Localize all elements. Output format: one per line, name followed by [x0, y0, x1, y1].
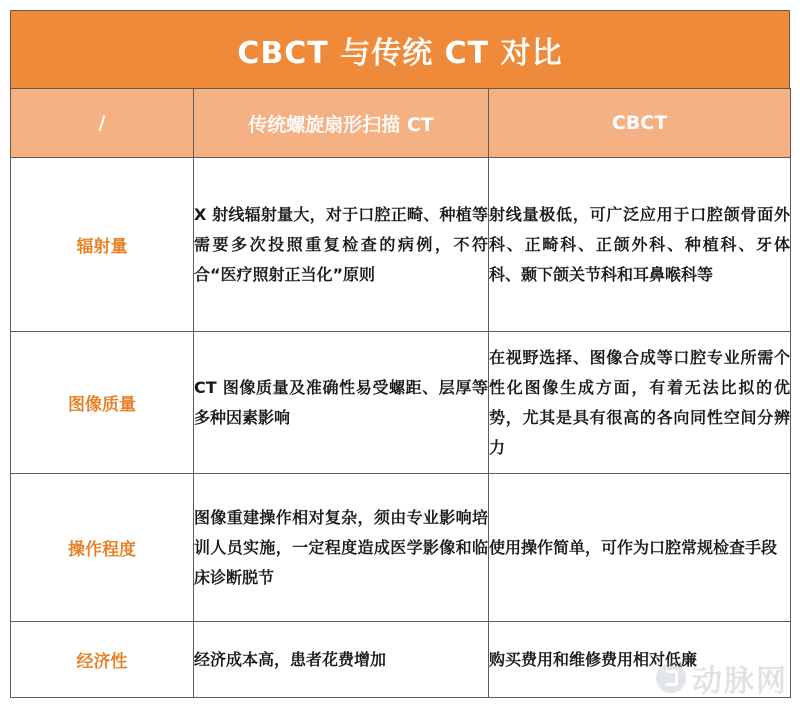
cell-ct-economy: 经济成本高，患者花费增加 — [194, 622, 489, 698]
cell-cbct-economy: 购买费用和维修费用相对低廉 — [489, 622, 791, 698]
cell-cbct-image-quality: 在视野选择、图像合成等口腔专业所需个性化图像生成方面，有着无法比拟的优势，尤其是具有很高的各向同性空间分辨力 — [489, 332, 791, 474]
cell-ct-radiation: X 射线辐射量大，对于口腔正畸、种植等需要多次投照重复检查的病例，不符合“医疗照射正当化”原则 — [194, 158, 489, 332]
table-row-image-quality — [11, 332, 791, 474]
cell-cbct-operation: 使用操作简单，可作为口腔常规检查手段 — [489, 474, 791, 622]
header-cell-traditional-ct: 传统螺旋扇形扫描 CT — [194, 89, 489, 158]
watermark-text: 动脉网 — [692, 664, 788, 699]
comparison-table — [10, 88, 791, 698]
comparison-page — [10, 10, 790, 694]
table-row-radiation — [11, 158, 791, 332]
row-label-radiation: 辐射量 — [11, 158, 194, 332]
watermark — [656, 656, 788, 700]
table-row-operation — [11, 474, 791, 622]
header-row — [11, 89, 791, 158]
table-title: CBCT 与传统 CT 对比 — [10, 10, 790, 90]
cell-ct-operation: 图像重建操作相对复杂，须由专业影响培训人员实施，一定程度造成医学影像和临床诊断脱节 — [194, 474, 489, 622]
header-cell-empty: / — [11, 89, 194, 158]
header-cell-cbct: CBCT — [489, 89, 791, 158]
row-label-image-quality: 图像质量 — [11, 332, 194, 474]
row-label-economy: 经济性 — [11, 622, 194, 698]
cell-cbct-radiation: 射线量极低，可广泛应用于口腔颌骨面外科、正畸科、正颌外科、种植科、牙体科、颞下颌关节科和耳鼻喉科等 — [489, 158, 791, 332]
row-label-operation: 操作程度 — [11, 474, 194, 622]
cell-ct-image-quality: CT 图像质量及准确性易受螺距、层厚等多种因素影响 — [194, 332, 489, 474]
logo-circle-icon — [656, 663, 686, 693]
